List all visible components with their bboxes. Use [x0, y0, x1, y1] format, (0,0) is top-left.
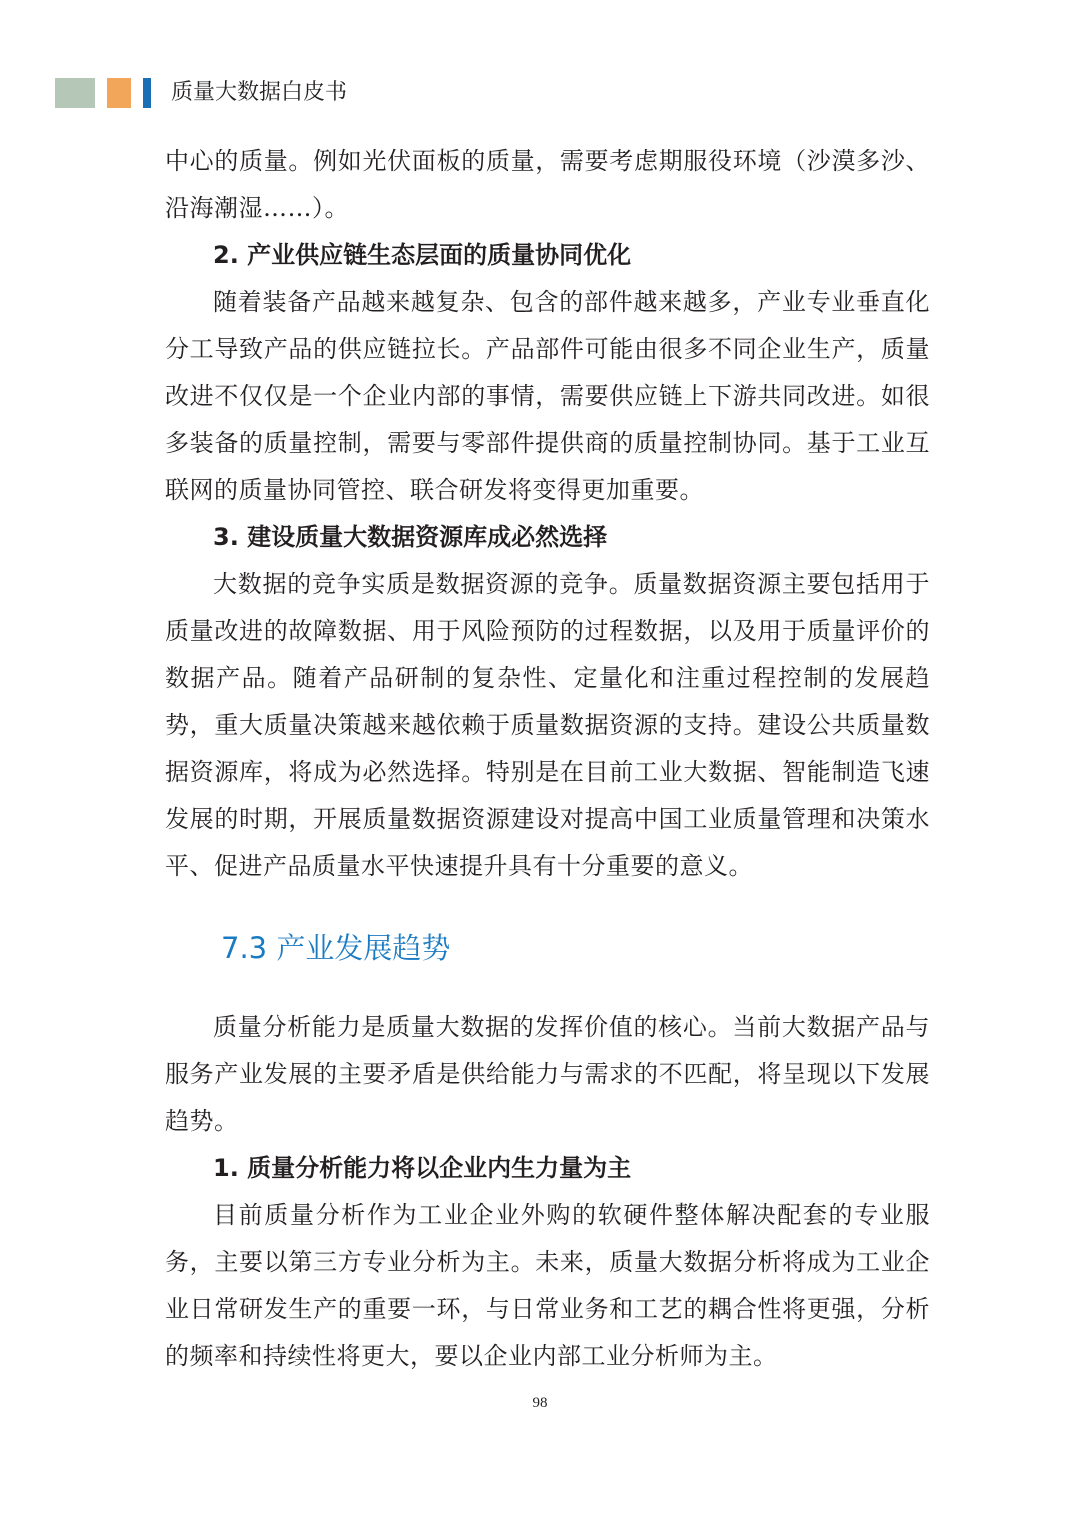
subheading-2: 2. 产业供应链生态层面的质量协同优化	[213, 241, 632, 269]
section-heading-wrapper	[165, 890, 930, 1004]
header-title: 质量大数据白皮书	[171, 80, 348, 105]
page-header	[55, 78, 347, 108]
paragraph-3: 大数据的竞争实质是数据资源的竞争。质量数据资源主要包括用于质量改进的故障数据、用于风险预防的过程数据，以及用于质量评价的数据产品。随着产品研制的复杂性、定量化和注重过程控制的发展趋势，重大质量决策越来越依赖于质量数据资源的支持。建设公共质量数据资源库，将成为必然选择。特别是在目前工业大数据、智能制造飞速发展的时期，开展质量数据资源建设对提高中国工业质量管理和决策水平、促进产品质量水平快速提升具有十分重要的意义。	[165, 570, 930, 880]
paragraph-1: 中心的质量。例如光伏面板的质量，需要考虑期服役环境（沙漠多沙、沿海潮湿……）。	[165, 147, 930, 222]
page-number: 98	[532, 1395, 548, 1411]
header-blue-bar	[143, 78, 151, 108]
page-content	[165, 138, 930, 1380]
subheading-3: 3. 建设质量大数据资源库成必然选择	[213, 523, 608, 551]
paragraph-4: 质量分析能力是质量大数据的发挥价值的核心。当前大数据产品与服务产业发展的主要矛盾是供给能力与需求的不匹配，将呈现以下发展趋势。	[165, 1013, 930, 1135]
header-gray-block	[55, 78, 95, 108]
paragraph-2: 随着装备产品越来越复杂、包含的部件越来越多，产业专业垂直化分工导致产品的供应链拉长。产品部件可能由很多不同企业生产，质量改进不仅仅是一个企业内部的事情，需要供应链上下游共同改进。如很多装备的质量控制，需要与零部件提供商的质量控制协同。基于工业互联网的质量协同管控、联合研发将变得更加重要。	[165, 288, 930, 504]
subheading-1: 1. 质量分析能力将以企业内生力量为主	[213, 1154, 632, 1182]
paragraph-5: 目前质量分析作为工业企业外购的软硬件整体解决配套的专业服务，主要以第三方专业分析为主。未来，质量大数据分析将成为工业企业日常研发生产的重要一环，与日常业务和工艺的耦合性将更强，分析的频率和持续性将更大，要以企业内部工业分析师为主。	[165, 1201, 930, 1370]
section-heading: 7.3 产业发展趋势	[221, 931, 451, 965]
header-orange-block	[107, 78, 131, 108]
